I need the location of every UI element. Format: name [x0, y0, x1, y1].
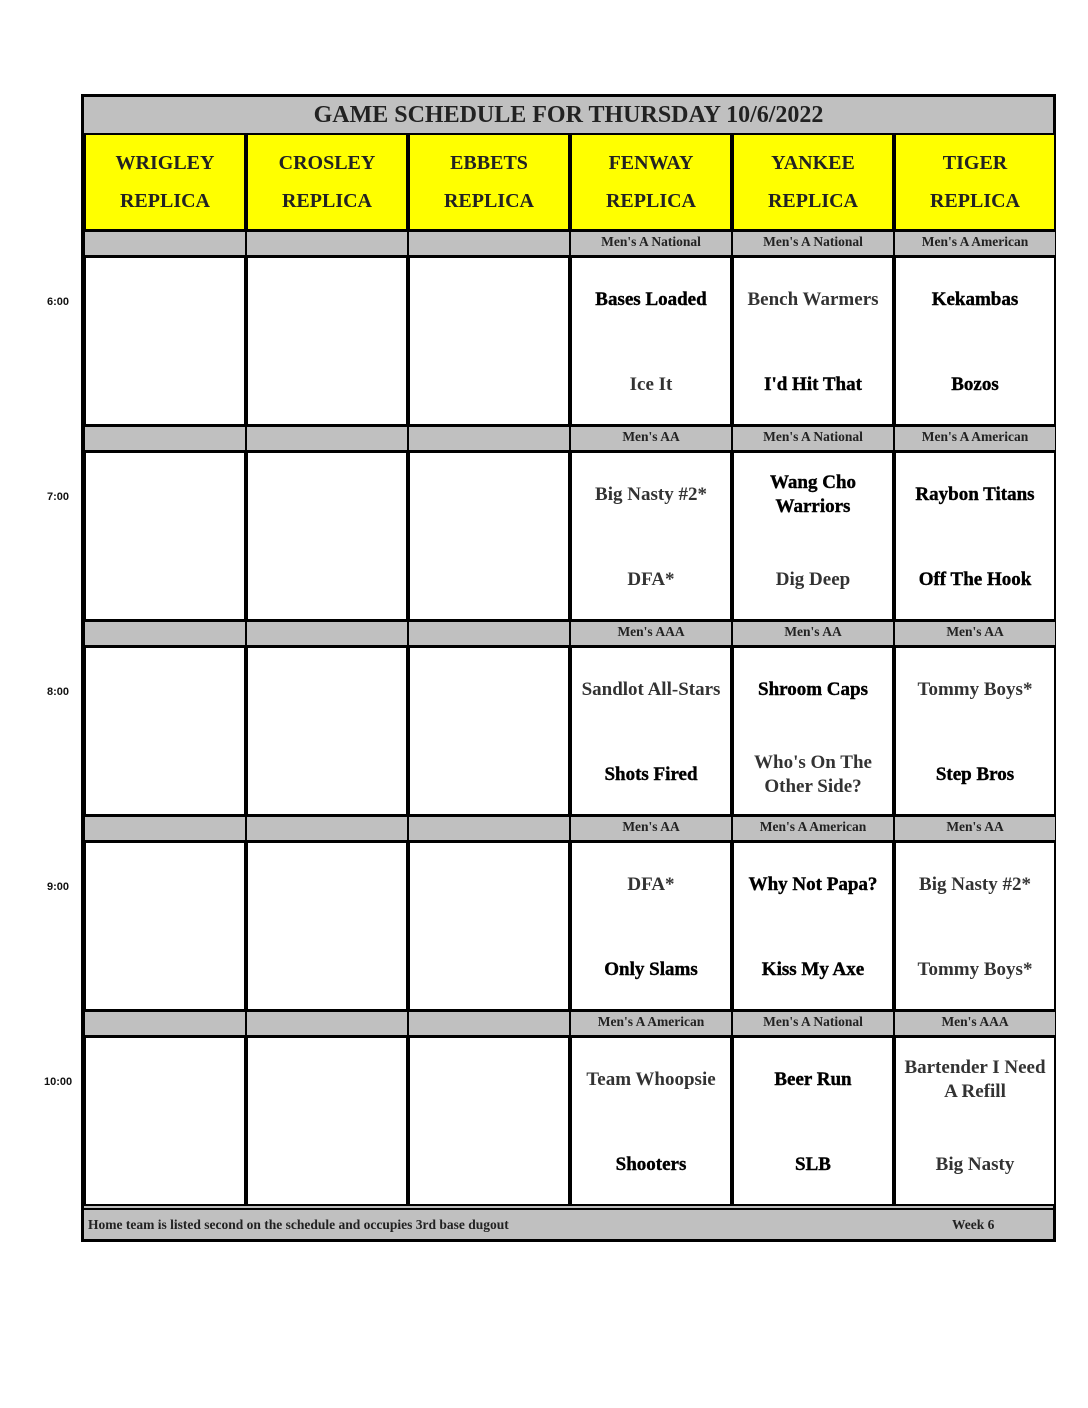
home-team: Shots Fired — [604, 764, 698, 785]
schedule-table — [81, 94, 1056, 1242]
field-name: TIGER — [942, 152, 1008, 174]
empty-game-cell — [408, 256, 570, 426]
away-team: Shroom Caps — [758, 679, 868, 700]
division-label — [84, 231, 246, 256]
away-team: Wang Cho Warriors — [769, 472, 857, 517]
game-cell — [570, 1036, 732, 1206]
away-team: Bases Loaded — [595, 289, 707, 310]
field-subtitle: REPLICA — [767, 190, 858, 212]
division-label: Men's A American — [570, 1011, 732, 1036]
home-team: Step Bros — [935, 764, 1015, 785]
game-cell — [894, 256, 1056, 426]
division-label: Men's AA — [732, 621, 894, 646]
game-cell — [732, 451, 894, 621]
game-cell — [570, 256, 732, 426]
game-cell — [570, 841, 732, 1011]
time-label: 9:00 — [47, 881, 70, 893]
field-header-crosley — [246, 133, 408, 231]
division-label — [246, 231, 408, 256]
division-label — [84, 621, 246, 646]
division-label — [408, 231, 570, 256]
field-subtitle: REPLICA — [605, 190, 696, 212]
game-cell — [894, 646, 1056, 816]
away-team: Team Whoopsie — [586, 1069, 716, 1090]
division-label: Men's A National — [732, 426, 894, 451]
away-team: Big Nasty #2* — [919, 874, 1031, 895]
away-team: Raybon Titans — [915, 484, 1035, 505]
field-header-tiger — [894, 133, 1056, 231]
home-team: Bozos — [951, 374, 999, 395]
division-label — [246, 816, 408, 841]
field-name: FENWAY — [608, 152, 694, 174]
empty-game-cell — [84, 256, 246, 426]
game-cell — [570, 646, 732, 816]
empty-game-cell — [84, 841, 246, 1011]
away-team: Big Nasty #2* — [595, 484, 707, 505]
empty-game-cell — [246, 646, 408, 816]
field-header-fenway — [570, 133, 732, 231]
away-team: Why Not Papa? — [748, 874, 878, 895]
field-subtitle: REPLICA — [443, 190, 534, 212]
away-team: Tommy Boys* — [917, 679, 1033, 700]
home-team: Big Nasty — [935, 1154, 1015, 1175]
division-label: Men's AA — [570, 816, 732, 841]
field-name: EBBETS — [450, 152, 528, 174]
division-label — [84, 426, 246, 451]
home-team: Kiss My Axe — [761, 959, 865, 980]
division-label — [246, 426, 408, 451]
division-label: Men's AA — [894, 621, 1056, 646]
away-team: DFA* — [627, 874, 675, 895]
away-team: Kekambas — [931, 289, 1019, 310]
away-team: Bartender I Need A Refill — [904, 1057, 1046, 1102]
division-label: Men's A American — [732, 816, 894, 841]
game-cell — [570, 451, 732, 621]
division-label: Men's A National — [732, 1011, 894, 1036]
week-label: Week 6 — [952, 1217, 995, 1232]
division-label — [408, 816, 570, 841]
division-label — [408, 1011, 570, 1036]
away-team: Beer Run — [774, 1069, 852, 1090]
home-team: SLB — [795, 1154, 831, 1175]
division-label: Men's AAA — [570, 621, 732, 646]
schedule-footer — [84, 1208, 1053, 1239]
schedule-title: GAME SCHEDULE FOR THURSDAY 10/6/2022 — [84, 97, 1053, 135]
empty-game-cell — [246, 256, 408, 426]
field-subtitle: REPLICA — [929, 190, 1020, 212]
home-team: I'd Hit That — [764, 374, 862, 395]
empty-game-cell — [408, 646, 570, 816]
game-cell — [732, 1036, 894, 1206]
time-label: 8:00 — [47, 686, 70, 698]
division-label — [84, 816, 246, 841]
division-label: Men's AA — [570, 426, 732, 451]
empty-game-cell — [408, 841, 570, 1011]
division-label — [408, 426, 570, 451]
home-team: Shooters — [615, 1154, 687, 1175]
field-header-yankee — [732, 133, 894, 231]
empty-game-cell — [408, 1036, 570, 1206]
home-team: Who's On The Other Side? — [754, 752, 872, 797]
field-header-ebbets — [408, 133, 570, 231]
home-team: Off The Hook — [918, 569, 1032, 590]
empty-game-cell — [246, 1036, 408, 1206]
away-team: Bench Warmers — [747, 289, 879, 310]
game-cell — [894, 1036, 1056, 1206]
game-cell — [732, 646, 894, 816]
division-label: Men's A American — [894, 426, 1056, 451]
time-label: 6:00 — [47, 296, 70, 308]
empty-game-cell — [84, 1036, 246, 1206]
time-label: 10:00 — [44, 1076, 73, 1088]
empty-game-cell — [84, 646, 246, 816]
field-name: YANKEE — [771, 152, 855, 174]
empty-game-cell — [246, 841, 408, 1011]
field-name: CROSLEY — [278, 152, 376, 174]
division-label: Men's A American — [894, 231, 1056, 256]
field-subtitle: REPLICA — [281, 190, 372, 212]
empty-game-cell — [408, 451, 570, 621]
time-label: 7:00 — [47, 491, 70, 503]
game-cell — [894, 841, 1056, 1011]
home-team: Dig Deep — [775, 569, 851, 590]
division-label — [84, 1011, 246, 1036]
division-label: Men's A National — [732, 231, 894, 256]
field-subtitle: REPLICA — [119, 190, 210, 212]
home-team: DFA* — [627, 569, 675, 590]
empty-game-cell — [246, 451, 408, 621]
empty-game-cell — [84, 451, 246, 621]
field-name: WRIGLEY — [115, 152, 215, 174]
game-cell — [732, 256, 894, 426]
division-label — [246, 621, 408, 646]
game-cell — [894, 451, 1056, 621]
division-label — [246, 1011, 408, 1036]
division-label — [408, 621, 570, 646]
home-team-note: Home team is listed second on the schedule and occupies 3rd base dugout — [88, 1217, 509, 1232]
division-label: Men's AA — [894, 816, 1056, 841]
home-team: Tommy Boys* — [917, 959, 1033, 980]
game-cell — [732, 841, 894, 1011]
home-team: Only Slams — [604, 959, 698, 980]
home-team: Ice It — [629, 374, 673, 395]
division-label: Men's AAA — [894, 1011, 1056, 1036]
away-team: Sandlot All-Stars — [581, 679, 721, 700]
division-label: Men's A National — [570, 231, 732, 256]
field-header-wrigley — [84, 133, 246, 231]
